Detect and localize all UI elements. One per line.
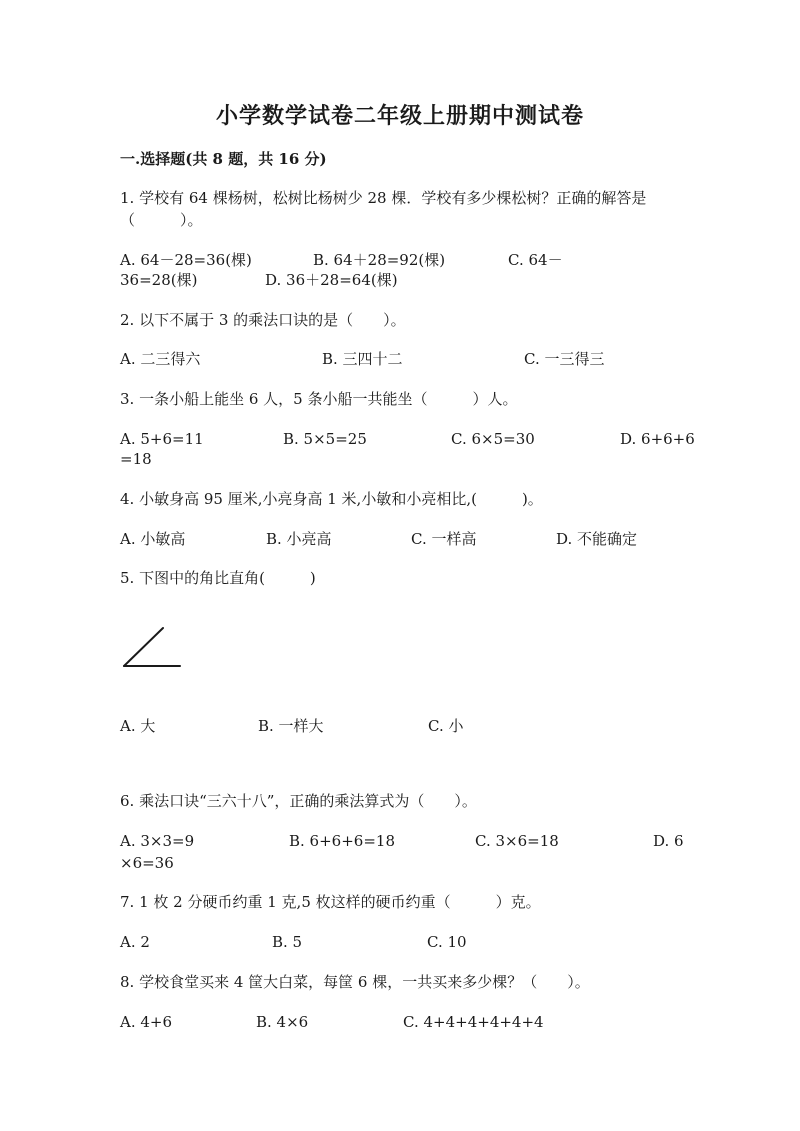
question-3-option-a[interactable]: A. 5+6=11: [120, 430, 204, 448]
question-7-option-c[interactable]: C. 10: [427, 933, 467, 951]
question-4-option-b[interactable]: B. 小亮高: [266, 530, 332, 548]
question-2-option-a[interactable]: A. 二三得六: [120, 350, 201, 368]
question-4-option-d[interactable]: D. 不能确定: [556, 530, 638, 548]
question-8-text: 8. 学校食堂买来 4 筐大白菜，每筐 6 棵，一共买来多少棵？（ ）。: [120, 973, 590, 991]
question-2-text: 2. 以下不属于 3 的乘法口诀的是（ ）。: [120, 311, 406, 329]
question-1-option-c-cont[interactable]: 36=28(棵): [120, 271, 198, 289]
question-1-option-a[interactable]: A. 64－28=36(棵): [120, 251, 252, 269]
question-1-option-d[interactable]: D. 36＋28=64(棵): [265, 271, 398, 289]
question-1-text-cont: （ ）。: [120, 211, 203, 229]
question-2-option-c[interactable]: C. 一三得三: [524, 350, 605, 368]
question-5-text: 5. 下图中的角比直角( ): [120, 569, 316, 587]
question-7-text: 7. 1 枚 2 分硬币约重 1 克,5 枚这样的硬币约重（ ）克。: [120, 893, 541, 911]
question-6-option-d[interactable]: D. 6: [653, 832, 684, 850]
question-8-option-c[interactable]: C. 4+4+4+4+4+4: [403, 1013, 544, 1031]
question-5-option-c[interactable]: C. 小: [428, 717, 464, 735]
question-3-option-c[interactable]: C. 6×5=30: [451, 430, 535, 448]
question-8-option-a[interactable]: A. 4+6: [120, 1013, 173, 1031]
question-6-text: 6. 乘法口诀“三六十八”，正确的乘法算式为（ ）。: [120, 792, 477, 810]
angle-figure: [118, 620, 188, 676]
question-6-option-a[interactable]: A. 3×3=9: [120, 832, 195, 850]
question-1-option-b[interactable]: B. 64＋28=92(棵): [313, 251, 446, 269]
question-3-option-d-cont[interactable]: =18: [120, 450, 152, 468]
question-6-option-b[interactable]: B. 6+6+6=18: [289, 832, 395, 850]
question-6-option-d-cont[interactable]: ×6=36: [120, 854, 174, 872]
question-1-option-c[interactable]: C. 64－: [508, 251, 563, 269]
page-title: 小学数学试卷二年级上册期中测试卷: [215, 103, 584, 129]
question-6-option-c[interactable]: C. 3×6=18: [475, 832, 559, 850]
question-5-option-a[interactable]: A. 大: [120, 717, 156, 735]
section-heading: 一.选择题(共 8 题，共 16 分): [120, 150, 327, 168]
question-3-option-d[interactable]: D. 6+6+6: [620, 430, 695, 448]
question-8-option-b[interactable]: B. 4×6: [256, 1013, 309, 1031]
question-4-text: 4. 小敏身高 95 厘米,小亮身高 1 米,小敏和小亮相比,( )。: [120, 490, 543, 508]
question-7-option-b[interactable]: B. 5: [272, 933, 303, 951]
question-3-option-b[interactable]: B. 5×5=25: [283, 430, 367, 448]
question-3-text: 3. 一条小船上能坐 6 人，5 条小船一共能坐（ ）人。: [120, 390, 518, 408]
question-1-text: 1. 学校有 64 棵杨树，松树比杨树少 28 棵．学校有多少棵松树？正确的解答是: [120, 189, 647, 207]
question-2-option-b[interactable]: B. 三四十二: [322, 350, 403, 368]
question-4-option-a[interactable]: A. 小敏高: [120, 530, 186, 548]
question-4-option-c[interactable]: C. 一样高: [411, 530, 477, 548]
question-5-option-b[interactable]: B. 一样大: [258, 717, 324, 735]
question-7-option-a[interactable]: A. 2: [120, 933, 150, 951]
